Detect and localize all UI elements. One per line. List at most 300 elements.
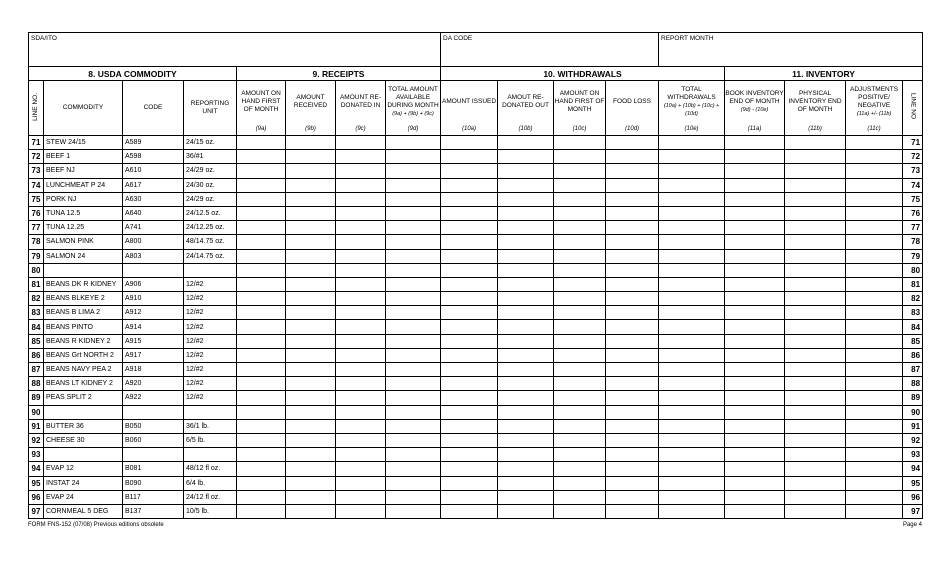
- amount-input-cell[interactable]: [606, 490, 659, 504]
- amount-input-cell[interactable]: [785, 348, 846, 362]
- amount-input-cell[interactable]: [846, 433, 903, 447]
- amount-input-cell[interactable]: [846, 320, 903, 334]
- amount-input-cell[interactable]: [498, 419, 554, 433]
- amount-input-cell[interactable]: [846, 178, 903, 192]
- amount-input-cell[interactable]: [237, 150, 286, 164]
- amount-input-cell[interactable]: [336, 235, 386, 249]
- amount-input-cell[interactable]: [785, 433, 846, 447]
- amount-input-cell[interactable]: [237, 320, 286, 334]
- amount-input-cell[interactable]: [441, 178, 498, 192]
- amount-input-cell[interactable]: [498, 249, 554, 263]
- amount-input-cell[interactable]: [386, 504, 441, 518]
- amount-input-cell[interactable]: [606, 150, 659, 164]
- amount-input-cell[interactable]: [441, 249, 498, 263]
- amount-input-cell[interactable]: [286, 235, 336, 249]
- amount-input-cell[interactable]: [659, 306, 725, 320]
- amount-input-cell[interactable]: [846, 306, 903, 320]
- amount-input-cell[interactable]: [785, 221, 846, 235]
- amount-input-cell[interactable]: [554, 192, 606, 206]
- amount-input-cell[interactable]: [606, 277, 659, 291]
- amount-input-cell[interactable]: [659, 462, 725, 476]
- amount-input-cell[interactable]: [725, 348, 785, 362]
- amount-input-cell[interactable]: [441, 150, 498, 164]
- amount-input-cell[interactable]: [441, 320, 498, 334]
- amount-input-cell[interactable]: [554, 448, 606, 462]
- amount-input-cell[interactable]: [846, 405, 903, 419]
- amount-input-cell[interactable]: [606, 377, 659, 391]
- amount-input-cell[interactable]: [286, 419, 336, 433]
- amount-input-cell[interactable]: [554, 334, 606, 348]
- amount-input-cell[interactable]: [846, 334, 903, 348]
- amount-input-cell[interactable]: [785, 206, 846, 220]
- amount-input-cell[interactable]: [606, 306, 659, 320]
- amount-input-cell[interactable]: [554, 476, 606, 490]
- amount-input-cell[interactable]: [498, 292, 554, 306]
- amount-input-cell[interactable]: [336, 433, 386, 447]
- amount-input-cell[interactable]: [498, 490, 554, 504]
- amount-input-cell[interactable]: [659, 150, 725, 164]
- amount-input-cell[interactable]: [237, 448, 286, 462]
- amount-input-cell[interactable]: [286, 320, 336, 334]
- amount-input-cell[interactable]: [785, 448, 846, 462]
- amount-input-cell[interactable]: [725, 433, 785, 447]
- amount-input-cell[interactable]: [336, 334, 386, 348]
- amount-input-cell[interactable]: [441, 405, 498, 419]
- amount-input-cell[interactable]: [659, 263, 725, 277]
- amount-input-cell[interactable]: [498, 462, 554, 476]
- amount-input-cell[interactable]: [441, 206, 498, 220]
- amount-input-cell[interactable]: [498, 320, 554, 334]
- amount-input-cell[interactable]: [441, 334, 498, 348]
- amount-input-cell[interactable]: [386, 235, 441, 249]
- amount-input-cell[interactable]: [237, 377, 286, 391]
- amount-input-cell[interactable]: [785, 192, 846, 206]
- amount-input-cell[interactable]: [336, 504, 386, 518]
- amount-input-cell[interactable]: [554, 363, 606, 377]
- amount-input-cell[interactable]: [441, 263, 498, 277]
- amount-input-cell[interactable]: [725, 292, 785, 306]
- amount-input-cell[interactable]: [386, 221, 441, 235]
- amount-input-cell[interactable]: [725, 462, 785, 476]
- amount-input-cell[interactable]: [785, 292, 846, 306]
- amount-input-cell[interactable]: [659, 206, 725, 220]
- amount-input-cell[interactable]: [286, 150, 336, 164]
- amount-input-cell[interactable]: [237, 277, 286, 291]
- amount-input-cell[interactable]: [386, 150, 441, 164]
- amount-input-cell[interactable]: [659, 192, 725, 206]
- amount-input-cell[interactable]: [659, 348, 725, 362]
- amount-input-cell[interactable]: [659, 405, 725, 419]
- amount-input-cell[interactable]: [606, 178, 659, 192]
- amount-input-cell[interactable]: [606, 405, 659, 419]
- amount-input-cell[interactable]: [659, 277, 725, 291]
- amount-input-cell[interactable]: [606, 136, 659, 150]
- amount-input-cell[interactable]: [659, 249, 725, 263]
- amount-input-cell[interactable]: [237, 490, 286, 504]
- amount-input-cell[interactable]: [846, 235, 903, 249]
- amount-input-cell[interactable]: [237, 348, 286, 362]
- amount-input-cell[interactable]: [846, 249, 903, 263]
- amount-input-cell[interactable]: [846, 221, 903, 235]
- amount-input-cell[interactable]: [286, 206, 336, 220]
- amount-input-cell[interactable]: [725, 206, 785, 220]
- amount-input-cell[interactable]: [725, 377, 785, 391]
- amount-input-cell[interactable]: [725, 363, 785, 377]
- amount-input-cell[interactable]: [286, 249, 336, 263]
- amount-input-cell[interactable]: [237, 334, 286, 348]
- amount-input-cell[interactable]: [237, 136, 286, 150]
- amount-input-cell[interactable]: [237, 206, 286, 220]
- amount-input-cell[interactable]: [498, 277, 554, 291]
- amount-input-cell[interactable]: [386, 377, 441, 391]
- amount-input-cell[interactable]: [498, 150, 554, 164]
- amount-input-cell[interactable]: [237, 405, 286, 419]
- amount-input-cell[interactable]: [554, 178, 606, 192]
- amount-input-cell[interactable]: [606, 164, 659, 178]
- amount-input-cell[interactable]: [336, 292, 386, 306]
- amount-input-cell[interactable]: [554, 419, 606, 433]
- amount-input-cell[interactable]: [846, 206, 903, 220]
- amount-input-cell[interactable]: [659, 391, 725, 405]
- amount-input-cell[interactable]: [336, 221, 386, 235]
- amount-input-cell[interactable]: [441, 235, 498, 249]
- amount-input-cell[interactable]: [441, 348, 498, 362]
- amount-input-cell[interactable]: [386, 448, 441, 462]
- amount-input-cell[interactable]: [286, 377, 336, 391]
- amount-input-cell[interactable]: [237, 263, 286, 277]
- amount-input-cell[interactable]: [846, 292, 903, 306]
- amount-input-cell[interactable]: [386, 405, 441, 419]
- amount-input-cell[interactable]: [336, 178, 386, 192]
- amount-input-cell[interactable]: [336, 391, 386, 405]
- amount-input-cell[interactable]: [286, 164, 336, 178]
- amount-input-cell[interactable]: [659, 504, 725, 518]
- amount-input-cell[interactable]: [725, 192, 785, 206]
- amount-input-cell[interactable]: [237, 292, 286, 306]
- amount-input-cell[interactable]: [386, 292, 441, 306]
- amount-input-cell[interactable]: [286, 306, 336, 320]
- amount-input-cell[interactable]: [554, 292, 606, 306]
- amount-input-cell[interactable]: [725, 249, 785, 263]
- amount-input-cell[interactable]: [785, 476, 846, 490]
- amount-input-cell[interactable]: [441, 462, 498, 476]
- amount-input-cell[interactable]: [846, 192, 903, 206]
- amount-input-cell[interactable]: [725, 306, 785, 320]
- amount-input-cell[interactable]: [554, 136, 606, 150]
- sda-ito-field[interactable]: [29, 33, 441, 67]
- amount-input-cell[interactable]: [336, 263, 386, 277]
- amount-input-cell[interactable]: [386, 263, 441, 277]
- amount-input-cell[interactable]: [441, 292, 498, 306]
- amount-input-cell[interactable]: [498, 192, 554, 206]
- amount-input-cell[interactable]: [336, 306, 386, 320]
- amount-input-cell[interactable]: [606, 448, 659, 462]
- amount-input-cell[interactable]: [725, 334, 785, 348]
- amount-input-cell[interactable]: [659, 292, 725, 306]
- amount-input-cell[interactable]: [659, 178, 725, 192]
- amount-input-cell[interactable]: [846, 504, 903, 518]
- amount-input-cell[interactable]: [554, 277, 606, 291]
- amount-input-cell[interactable]: [725, 136, 785, 150]
- amount-input-cell[interactable]: [659, 320, 725, 334]
- amount-input-cell[interactable]: [606, 476, 659, 490]
- amount-input-cell[interactable]: [846, 263, 903, 277]
- amount-input-cell[interactable]: [498, 377, 554, 391]
- amount-input-cell[interactable]: [846, 462, 903, 476]
- amount-input-cell[interactable]: [846, 363, 903, 377]
- amount-input-cell[interactable]: [286, 348, 336, 362]
- amount-input-cell[interactable]: [336, 363, 386, 377]
- amount-input-cell[interactable]: [386, 320, 441, 334]
- amount-input-cell[interactable]: [286, 462, 336, 476]
- amount-input-cell[interactable]: [846, 277, 903, 291]
- amount-input-cell[interactable]: [606, 263, 659, 277]
- amount-input-cell[interactable]: [336, 164, 386, 178]
- amount-input-cell[interactable]: [606, 221, 659, 235]
- amount-input-cell[interactable]: [498, 391, 554, 405]
- amount-input-cell[interactable]: [237, 419, 286, 433]
- amount-input-cell[interactable]: [846, 490, 903, 504]
- amount-input-cell[interactable]: [498, 433, 554, 447]
- amount-input-cell[interactable]: [286, 277, 336, 291]
- amount-input-cell[interactable]: [386, 136, 441, 150]
- amount-input-cell[interactable]: [386, 391, 441, 405]
- amount-input-cell[interactable]: [785, 405, 846, 419]
- amount-input-cell[interactable]: [785, 263, 846, 277]
- amount-input-cell[interactable]: [498, 206, 554, 220]
- amount-input-cell[interactable]: [606, 363, 659, 377]
- amount-input-cell[interactable]: [336, 419, 386, 433]
- amount-input-cell[interactable]: [286, 136, 336, 150]
- amount-input-cell[interactable]: [725, 320, 785, 334]
- amount-input-cell[interactable]: [659, 448, 725, 462]
- amount-input-cell[interactable]: [286, 178, 336, 192]
- amount-input-cell[interactable]: [554, 405, 606, 419]
- amount-input-cell[interactable]: [659, 363, 725, 377]
- amount-input-cell[interactable]: [336, 348, 386, 362]
- amount-input-cell[interactable]: [386, 164, 441, 178]
- amount-input-cell[interactable]: [785, 419, 846, 433]
- amount-input-cell[interactable]: [659, 164, 725, 178]
- amount-input-cell[interactable]: [554, 462, 606, 476]
- amount-input-cell[interactable]: [554, 235, 606, 249]
- amount-input-cell[interactable]: [725, 150, 785, 164]
- amount-input-cell[interactable]: [725, 490, 785, 504]
- amount-input-cell[interactable]: [386, 476, 441, 490]
- amount-input-cell[interactable]: [286, 504, 336, 518]
- amount-input-cell[interactable]: [286, 433, 336, 447]
- amount-input-cell[interactable]: [725, 448, 785, 462]
- amount-input-cell[interactable]: [336, 448, 386, 462]
- amount-input-cell[interactable]: [386, 178, 441, 192]
- amount-input-cell[interactable]: [725, 391, 785, 405]
- amount-input-cell[interactable]: [725, 419, 785, 433]
- amount-input-cell[interactable]: [386, 419, 441, 433]
- amount-input-cell[interactable]: [554, 377, 606, 391]
- amount-input-cell[interactable]: [725, 277, 785, 291]
- amount-input-cell[interactable]: [659, 235, 725, 249]
- amount-input-cell[interactable]: [336, 136, 386, 150]
- amount-input-cell[interactable]: [659, 334, 725, 348]
- amount-input-cell[interactable]: [659, 221, 725, 235]
- da-code-field[interactable]: [441, 33, 659, 67]
- amount-input-cell[interactable]: [606, 292, 659, 306]
- amount-input-cell[interactable]: [237, 433, 286, 447]
- amount-input-cell[interactable]: [286, 363, 336, 377]
- amount-input-cell[interactable]: [386, 433, 441, 447]
- amount-input-cell[interactable]: [846, 136, 903, 150]
- amount-input-cell[interactable]: [554, 348, 606, 362]
- amount-input-cell[interactable]: [286, 192, 336, 206]
- amount-input-cell[interactable]: [554, 221, 606, 235]
- amount-input-cell[interactable]: [336, 150, 386, 164]
- amount-input-cell[interactable]: [441, 277, 498, 291]
- amount-input-cell[interactable]: [286, 448, 336, 462]
- amount-input-cell[interactable]: [846, 348, 903, 362]
- amount-input-cell[interactable]: [286, 405, 336, 419]
- amount-input-cell[interactable]: [846, 377, 903, 391]
- amount-input-cell[interactable]: [336, 192, 386, 206]
- amount-input-cell[interactable]: [785, 490, 846, 504]
- amount-input-cell[interactable]: [606, 334, 659, 348]
- amount-input-cell[interactable]: [659, 419, 725, 433]
- amount-input-cell[interactable]: [554, 320, 606, 334]
- amount-input-cell[interactable]: [785, 320, 846, 334]
- amount-input-cell[interactable]: [237, 363, 286, 377]
- amount-input-cell[interactable]: [441, 221, 498, 235]
- amount-input-cell[interactable]: [606, 391, 659, 405]
- amount-input-cell[interactable]: [441, 476, 498, 490]
- amount-input-cell[interactable]: [386, 277, 441, 291]
- amount-input-cell[interactable]: [498, 178, 554, 192]
- amount-input-cell[interactable]: [606, 192, 659, 206]
- amount-input-cell[interactable]: [237, 235, 286, 249]
- amount-input-cell[interactable]: [441, 504, 498, 518]
- amount-input-cell[interactable]: [237, 504, 286, 518]
- amount-input-cell[interactable]: [441, 377, 498, 391]
- amount-input-cell[interactable]: [498, 504, 554, 518]
- amount-input-cell[interactable]: [386, 306, 441, 320]
- amount-input-cell[interactable]: [498, 164, 554, 178]
- amount-input-cell[interactable]: [554, 206, 606, 220]
- amount-input-cell[interactable]: [441, 433, 498, 447]
- amount-input-cell[interactable]: [498, 448, 554, 462]
- amount-input-cell[interactable]: [386, 334, 441, 348]
- amount-input-cell[interactable]: [336, 490, 386, 504]
- amount-input-cell[interactable]: [237, 391, 286, 405]
- amount-input-cell[interactable]: [785, 178, 846, 192]
- amount-input-cell[interactable]: [785, 150, 846, 164]
- amount-input-cell[interactable]: [386, 249, 441, 263]
- amount-input-cell[interactable]: [237, 476, 286, 490]
- amount-input-cell[interactable]: [286, 391, 336, 405]
- amount-input-cell[interactable]: [386, 462, 441, 476]
- amount-input-cell[interactable]: [441, 192, 498, 206]
- amount-input-cell[interactable]: [785, 235, 846, 249]
- amount-input-cell[interactable]: [554, 391, 606, 405]
- amount-input-cell[interactable]: [785, 462, 846, 476]
- report-month-field[interactable]: [659, 33, 923, 67]
- amount-input-cell[interactable]: [554, 504, 606, 518]
- amount-input-cell[interactable]: [237, 462, 286, 476]
- amount-input-cell[interactable]: [785, 249, 846, 263]
- amount-input-cell[interactable]: [785, 391, 846, 405]
- amount-input-cell[interactable]: [386, 348, 441, 362]
- amount-input-cell[interactable]: [498, 263, 554, 277]
- amount-input-cell[interactable]: [725, 235, 785, 249]
- amount-input-cell[interactable]: [846, 391, 903, 405]
- amount-input-cell[interactable]: [554, 433, 606, 447]
- amount-input-cell[interactable]: [441, 306, 498, 320]
- amount-input-cell[interactable]: [441, 363, 498, 377]
- amount-input-cell[interactable]: [286, 263, 336, 277]
- amount-input-cell[interactable]: [386, 363, 441, 377]
- amount-input-cell[interactable]: [237, 249, 286, 263]
- amount-input-cell[interactable]: [498, 334, 554, 348]
- amount-input-cell[interactable]: [785, 363, 846, 377]
- amount-input-cell[interactable]: [606, 462, 659, 476]
- amount-input-cell[interactable]: [237, 178, 286, 192]
- amount-input-cell[interactable]: [659, 433, 725, 447]
- amount-input-cell[interactable]: [659, 377, 725, 391]
- amount-input-cell[interactable]: [237, 192, 286, 206]
- amount-input-cell[interactable]: [659, 490, 725, 504]
- amount-input-cell[interactable]: [336, 377, 386, 391]
- amount-input-cell[interactable]: [498, 221, 554, 235]
- amount-input-cell[interactable]: [237, 164, 286, 178]
- amount-input-cell[interactable]: [336, 405, 386, 419]
- amount-input-cell[interactable]: [554, 490, 606, 504]
- amount-input-cell[interactable]: [286, 334, 336, 348]
- amount-input-cell[interactable]: [606, 206, 659, 220]
- amount-input-cell[interactable]: [498, 136, 554, 150]
- amount-input-cell[interactable]: [785, 377, 846, 391]
- amount-input-cell[interactable]: [606, 249, 659, 263]
- amount-input-cell[interactable]: [725, 221, 785, 235]
- amount-input-cell[interactable]: [441, 391, 498, 405]
- amount-input-cell[interactable]: [846, 419, 903, 433]
- amount-input-cell[interactable]: [725, 405, 785, 419]
- amount-input-cell[interactable]: [785, 306, 846, 320]
- amount-input-cell[interactable]: [286, 476, 336, 490]
- amount-input-cell[interactable]: [785, 164, 846, 178]
- amount-input-cell[interactable]: [336, 277, 386, 291]
- amount-input-cell[interactable]: [286, 292, 336, 306]
- amount-input-cell[interactable]: [846, 164, 903, 178]
- amount-input-cell[interactable]: [606, 504, 659, 518]
- amount-input-cell[interactable]: [846, 448, 903, 462]
- amount-input-cell[interactable]: [554, 249, 606, 263]
- amount-input-cell[interactable]: [554, 164, 606, 178]
- amount-input-cell[interactable]: [659, 136, 725, 150]
- amount-input-cell[interactable]: [606, 235, 659, 249]
- amount-input-cell[interactable]: [785, 136, 846, 150]
- amount-input-cell[interactable]: [606, 348, 659, 362]
- amount-input-cell[interactable]: [336, 206, 386, 220]
- amount-input-cell[interactable]: [725, 263, 785, 277]
- amount-input-cell[interactable]: [498, 348, 554, 362]
- amount-input-cell[interactable]: [498, 476, 554, 490]
- amount-input-cell[interactable]: [785, 504, 846, 518]
- amount-input-cell[interactable]: [554, 306, 606, 320]
- amount-input-cell[interactable]: [336, 462, 386, 476]
- amount-input-cell[interactable]: [785, 334, 846, 348]
- amount-input-cell[interactable]: [441, 419, 498, 433]
- amount-input-cell[interactable]: [237, 306, 286, 320]
- amount-input-cell[interactable]: [846, 150, 903, 164]
- amount-input-cell[interactable]: [554, 263, 606, 277]
- amount-input-cell[interactable]: [846, 476, 903, 490]
